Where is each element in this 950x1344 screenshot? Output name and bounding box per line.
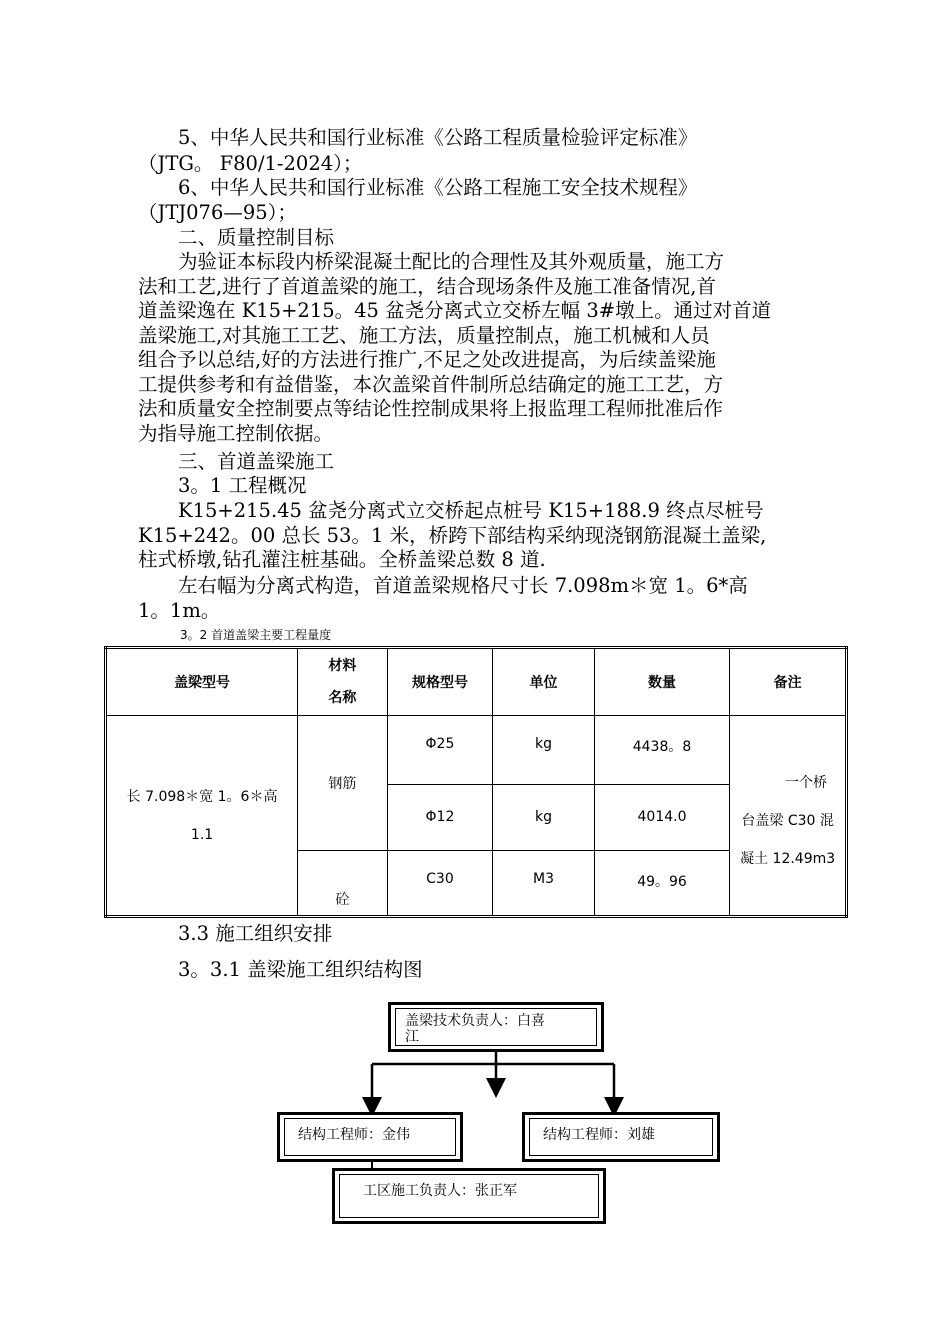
org-box-engineer-left	[277, 1112, 463, 1162]
spec-cell: C30	[387, 850, 493, 916]
note-line1: 一个桥	[785, 774, 827, 791]
section3-title: 三、首道盖梁施工	[178, 450, 335, 473]
header-material-line1: 材料	[328, 658, 357, 675]
header-spec: 规格型号	[387, 648, 493, 716]
item5-line2: （JTG。 F80/1-2024）；	[138, 152, 363, 175]
header-material-line2: 名称	[328, 690, 357, 707]
size-line: 左右幅为分离式构造，首道盖梁规格尺寸长 7.098m＊宽 1。6*高	[178, 574, 748, 597]
item6-line2: （JTJ076—95）；	[138, 201, 297, 224]
sub331-title: 3。3.1 盖梁施工组织结构图	[178, 958, 423, 981]
note-line2: 台盖梁 C30 混	[741, 812, 834, 829]
header-note: 备注	[730, 648, 847, 716]
site-lead-label: 工区施工负责人：张正军	[363, 1183, 517, 1199]
item5-line1: 5、中华人民共和国行业标准《公路工程质量检验评定标准》	[178, 126, 698, 149]
overview-line: K15+215.45 盆尧分离式立交桥起点桩号 K15+188.9 终点尽桩号	[178, 499, 764, 522]
sub31-title: 3。1 工程概况	[178, 474, 307, 497]
tech-lead-line2: 江	[405, 1029, 419, 1045]
goal-line: 为指导施工控制依据。	[138, 421, 334, 445]
unit-cell: M3	[493, 850, 595, 916]
note-line3: 凝土 12.49m3	[740, 850, 836, 867]
qty-cell: 4438。8	[594, 716, 730, 784]
tech-lead-line1: 盖梁技术负责人：白喜	[405, 1013, 545, 1029]
overview-line: K15+242。00 总长 53。1 米，桥跨下部结构采纳现浇钢筋混凝土盖梁,	[138, 523, 767, 547]
rebar-name-cell: 钢筋	[298, 716, 388, 850]
goal-line: 工提供参考和有益借鉴，本次盖梁首件制所总结确定的施工工艺，方	[138, 372, 724, 396]
org-box-tech-lead	[388, 1002, 604, 1052]
goal-line: 法和工艺,进行了首道盖梁的施工，结合现场条件及施工准备情况,首	[138, 274, 716, 298]
engineer-left-label: 结构工程师：金伟	[298, 1127, 410, 1143]
engineer-right-label: 结构工程师：刘雄	[543, 1127, 655, 1143]
unit-cell: kg	[493, 716, 595, 784]
qty-cell: 4014.0	[594, 784, 730, 850]
overview-line: 柱式桥墩,钻孔灌注桩基础。全桥盖梁总数 8 道.	[138, 548, 546, 571]
size-line: 1。1m。	[138, 598, 221, 622]
goal-line: 盖梁施工,对其施工工艺、施工方法，质量控制点，施工机械和人员	[138, 323, 710, 347]
org-box-engineer-right	[522, 1112, 720, 1162]
goal-line: 道盖梁逸在 K15+215。45 盆尧分离式立交桥左幅 3#墩上。通过对首道	[138, 299, 772, 322]
concrete-name-cell: 砼	[298, 850, 388, 916]
goal-line: 法和质量安全控制要点等结论性控制成果将上报监理工程师批准后作	[138, 397, 724, 420]
table-caption: 3。2 首道盖梁主要工程量度	[180, 628, 332, 642]
header-qty: 数量	[594, 648, 730, 716]
section2-title: 二、质量控制目标	[178, 226, 335, 249]
spec-cell: Φ12	[387, 784, 493, 850]
beam-type-line2: 1.1	[190, 826, 214, 843]
header-beam-type: 盖梁型号	[106, 648, 298, 716]
org-box-site-lead	[332, 1168, 606, 1224]
header-unit: 单位	[493, 648, 595, 716]
unit-cell: kg	[493, 784, 595, 850]
beam-type-line1: 长 7.098＊宽 1。6＊高	[126, 788, 278, 805]
qty-cell: 49。96	[594, 850, 730, 916]
goal-line: 组合予以总结,好的方法进行推广,不足之处改进提高，为后续盖梁施	[138, 348, 716, 371]
spec-cell: Φ25	[387, 716, 493, 784]
sub33-title: 3.3 施工组织安排	[178, 922, 333, 945]
item6-line1: 6、中华人民共和国行业标准《公路工程施工安全技术规程》	[178, 176, 698, 199]
goal-line: 为验证本标段内桥梁混凝土配比的合理性及其外观质量，施工方	[178, 250, 725, 273]
